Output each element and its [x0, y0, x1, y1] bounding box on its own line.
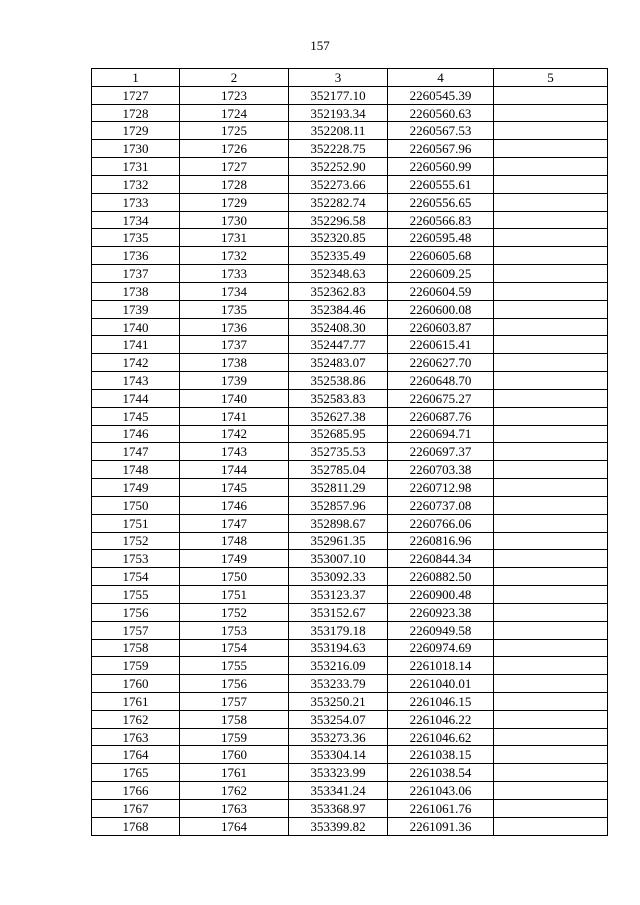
- table-cell-col-2: 1725: [180, 122, 289, 140]
- table-cell-col-2: 1746: [180, 496, 289, 514]
- table-cell-col-5: [494, 211, 608, 229]
- table-row: [92, 496, 608, 514]
- table-cell-col-4: 2261043.06: [388, 782, 494, 800]
- table-cell-col-4: 2260615.41: [388, 336, 494, 354]
- table-cell-col-5: [494, 657, 608, 675]
- table-row: [92, 550, 608, 568]
- table-cell-col-4: 2260900.48: [388, 586, 494, 604]
- table-cell-col-3: 353194.63: [289, 639, 388, 657]
- table-cell-col-1: 1762: [92, 710, 180, 728]
- table-row: [92, 532, 608, 550]
- table-cell-col-4: 2260556.65: [388, 193, 494, 211]
- table-cell-col-5: [494, 318, 608, 336]
- table-cell-col-5: [494, 265, 608, 283]
- table-cell-col-3: 353399.82: [289, 817, 388, 835]
- table-cell-col-3: 352320.85: [289, 229, 388, 247]
- table-cell-col-5: [494, 728, 608, 746]
- table-cell-col-5: [494, 193, 608, 211]
- table-cell-col-3: 353216.09: [289, 657, 388, 675]
- table-cell-col-2: 1757: [180, 692, 289, 710]
- table-cell-col-4: 2260567.53: [388, 122, 494, 140]
- table-cell-col-2: 1744: [180, 461, 289, 479]
- table-cell-col-2: 1727: [180, 158, 289, 176]
- table-row: [92, 211, 608, 229]
- table-cell-col-3: 352857.96: [289, 496, 388, 514]
- table-cell-col-1: 1756: [92, 603, 180, 621]
- table-cell-col-5: [494, 300, 608, 318]
- table-cell-col-3: 352627.38: [289, 407, 388, 425]
- table-row: [92, 568, 608, 586]
- table-cell-col-1: 1768: [92, 817, 180, 835]
- table-cell-col-2: 1736: [180, 318, 289, 336]
- table-cell-col-2: 1738: [180, 354, 289, 372]
- table-cell-col-4: 2260882.50: [388, 568, 494, 586]
- table-cell-col-3: 352193.34: [289, 104, 388, 122]
- table-cell-col-5: [494, 550, 608, 568]
- table-cell-col-1: 1727: [92, 86, 180, 104]
- table-cell-col-1: 1731: [92, 158, 180, 176]
- table-cell-col-1: 1736: [92, 247, 180, 265]
- table-cell-col-3: 352228.75: [289, 140, 388, 158]
- table-row: [92, 336, 608, 354]
- table-cell-col-5: [494, 496, 608, 514]
- table-row: [92, 514, 608, 532]
- table-cell-col-4: 2260737.08: [388, 496, 494, 514]
- table-cell-col-3: 352811.29: [289, 479, 388, 497]
- table-row: [92, 140, 608, 158]
- table-cell-col-4: 2260595.48: [388, 229, 494, 247]
- table-cell-col-2: 1728: [180, 175, 289, 193]
- table-cell-col-1: 1747: [92, 443, 180, 461]
- table-row: [92, 318, 608, 336]
- table-cell-col-5: [494, 639, 608, 657]
- table-cell-col-3: 353123.37: [289, 586, 388, 604]
- table-cell-col-2: 1756: [180, 675, 289, 693]
- table-header-row: [92, 69, 608, 87]
- table-row: [92, 300, 608, 318]
- table-cell-col-2: 1733: [180, 265, 289, 283]
- table-cell-col-1: 1759: [92, 657, 180, 675]
- column-header-3: 3: [289, 69, 388, 87]
- table-cell-col-4: 2260712.98: [388, 479, 494, 497]
- table-cell-col-2: 1735: [180, 300, 289, 318]
- table-cell-col-1: 1766: [92, 782, 180, 800]
- table-cell-col-1: 1751: [92, 514, 180, 532]
- table-cell-col-5: [494, 710, 608, 728]
- table-cell-col-3: 352296.58: [289, 211, 388, 229]
- table-cell-col-5: [494, 372, 608, 390]
- table-cell-col-2: 1753: [180, 621, 289, 639]
- table-cell-col-4: 2261046.22: [388, 710, 494, 728]
- table-cell-col-2: 1752: [180, 603, 289, 621]
- table-cell-col-1: 1733: [92, 193, 180, 211]
- table-cell-col-2: 1754: [180, 639, 289, 657]
- table-cell-col-5: [494, 86, 608, 104]
- table-cell-col-5: [494, 443, 608, 461]
- table-cell-col-2: 1748: [180, 532, 289, 550]
- table-cell-col-3: 353254.07: [289, 710, 388, 728]
- table-cell-col-5: [494, 461, 608, 479]
- table-row: [92, 586, 608, 604]
- table-row: [92, 799, 608, 817]
- table-cell-col-4: 2260609.25: [388, 265, 494, 283]
- table-cell-col-3: 353323.99: [289, 764, 388, 782]
- table-row: [92, 479, 608, 497]
- table-cell-col-4: 2261018.14: [388, 657, 494, 675]
- table-cell-col-4: 2260600.08: [388, 300, 494, 318]
- table-cell-col-3: 352273.66: [289, 175, 388, 193]
- table-cell-col-5: [494, 122, 608, 140]
- table-cell-col-1: 1732: [92, 175, 180, 193]
- table-cell-col-5: [494, 140, 608, 158]
- table-cell-col-2: 1751: [180, 586, 289, 604]
- table-row: [92, 657, 608, 675]
- table-cell-col-3: 353368.97: [289, 799, 388, 817]
- table-cell-col-4: 2260603.87: [388, 318, 494, 336]
- table-cell-col-1: 1754: [92, 568, 180, 586]
- table-cell-col-5: [494, 603, 608, 621]
- table-cell-col-3: 353233.79: [289, 675, 388, 693]
- column-header-1: 1: [92, 69, 180, 87]
- table-cell-col-5: [494, 746, 608, 764]
- table-row: [92, 443, 608, 461]
- table-row: [92, 372, 608, 390]
- table-cell-col-3: 353250.21: [289, 692, 388, 710]
- table-cell-col-2: 1762: [180, 782, 289, 800]
- table-cell-col-5: [494, 764, 608, 782]
- table-cell-col-1: 1729: [92, 122, 180, 140]
- page-number: 157: [310, 38, 330, 53]
- table-cell-col-2: 1758: [180, 710, 289, 728]
- table-cell-col-1: 1752: [92, 532, 180, 550]
- table-row: [92, 104, 608, 122]
- table-cell-col-3: 353092.33: [289, 568, 388, 586]
- table-cell-col-4: 2260567.96: [388, 140, 494, 158]
- table-cell-col-1: 1763: [92, 728, 180, 746]
- table-cell-col-1: 1753: [92, 550, 180, 568]
- table-cell-col-5: [494, 389, 608, 407]
- table-cell-col-5: [494, 532, 608, 550]
- table-cell-col-2: 1742: [180, 425, 289, 443]
- table-cell-col-5: [494, 568, 608, 586]
- table-cell-col-5: [494, 336, 608, 354]
- table-cell-col-5: [494, 817, 608, 835]
- table-row: [92, 122, 608, 140]
- table-cell-col-2: 1729: [180, 193, 289, 211]
- table-cell-col-2: 1741: [180, 407, 289, 425]
- table-cell-col-3: 352961.35: [289, 532, 388, 550]
- table-cell-col-1: 1760: [92, 675, 180, 693]
- table-cell-col-5: [494, 782, 608, 800]
- table-row: [92, 675, 608, 693]
- table-cell-col-4: 2261038.15: [388, 746, 494, 764]
- table-row: [92, 193, 608, 211]
- table-row: [92, 639, 608, 657]
- table-cell-col-4: 2260560.99: [388, 158, 494, 176]
- table-cell-col-2: 1747: [180, 514, 289, 532]
- table-cell-col-1: 1755: [92, 586, 180, 604]
- table-cell-col-3: 352583.83: [289, 389, 388, 407]
- table-cell-col-2: 1737: [180, 336, 289, 354]
- table-cell-col-1: 1734: [92, 211, 180, 229]
- table-cell-col-2: 1739: [180, 372, 289, 390]
- table-cell-col-2: 1750: [180, 568, 289, 586]
- table-cell-col-4: 2260923.38: [388, 603, 494, 621]
- table-cell-col-3: 352685.95: [289, 425, 388, 443]
- table-cell-col-1: 1743: [92, 372, 180, 390]
- table-cell-col-5: [494, 425, 608, 443]
- table-row: [92, 407, 608, 425]
- table-cell-col-4: 2261038.54: [388, 764, 494, 782]
- table-cell-col-4: 2260697.37: [388, 443, 494, 461]
- table-cell-col-4: 2260816.96: [388, 532, 494, 550]
- table-row: [92, 265, 608, 283]
- table-cell-col-2: 1764: [180, 817, 289, 835]
- table-row: [92, 425, 608, 443]
- table-cell-col-1: 1750: [92, 496, 180, 514]
- table-cell-col-1: 1757: [92, 621, 180, 639]
- table-cell-col-4: 2261040.01: [388, 675, 494, 693]
- table-cell-col-5: [494, 514, 608, 532]
- column-header-4: 4: [388, 69, 494, 87]
- table-cell-col-1: 1728: [92, 104, 180, 122]
- table-cell-col-4: 2260545.39: [388, 86, 494, 104]
- table-cell-col-4: 2260844.34: [388, 550, 494, 568]
- table-cell-col-3: 352362.83: [289, 282, 388, 300]
- table-cell-col-4: 2260949.58: [388, 621, 494, 639]
- table-cell-col-4: 2261061.76: [388, 799, 494, 817]
- table-cell-col-3: 352177.10: [289, 86, 388, 104]
- table-cell-col-3: 352785.04: [289, 461, 388, 479]
- table-row: [92, 389, 608, 407]
- table-row: [92, 247, 608, 265]
- table-cell-col-1: 1765: [92, 764, 180, 782]
- table-row: [92, 282, 608, 300]
- table-cell-col-1: 1745: [92, 407, 180, 425]
- table-cell-col-5: [494, 621, 608, 639]
- table-cell-col-2: 1726: [180, 140, 289, 158]
- table-cell-col-1: 1738: [92, 282, 180, 300]
- table-row: [92, 782, 608, 800]
- table-cell-col-4: 2260648.70: [388, 372, 494, 390]
- table-cell-col-5: [494, 158, 608, 176]
- coordinates-table: [91, 68, 608, 836]
- table-cell-col-2: 1749: [180, 550, 289, 568]
- table-cell-col-3: 352208.11: [289, 122, 388, 140]
- table-body: [92, 86, 608, 835]
- table-cell-col-4: 2260675.27: [388, 389, 494, 407]
- table-cell-col-3: 352384.46: [289, 300, 388, 318]
- table-row: [92, 158, 608, 176]
- table-cell-col-5: [494, 799, 608, 817]
- table-cell-col-2: 1731: [180, 229, 289, 247]
- table-row: [92, 229, 608, 247]
- table-cell-col-2: 1761: [180, 764, 289, 782]
- table-cell-col-1: 1749: [92, 479, 180, 497]
- table-cell-col-3: 353179.18: [289, 621, 388, 639]
- table-cell-col-4: 2260560.63: [388, 104, 494, 122]
- table-cell-col-1: 1767: [92, 799, 180, 817]
- table-cell-col-2: 1724: [180, 104, 289, 122]
- table-cell-col-3: 353341.24: [289, 782, 388, 800]
- table-cell-col-5: [494, 692, 608, 710]
- table-cell-col-4: 2261046.15: [388, 692, 494, 710]
- table-cell-col-4: 2260605.68: [388, 247, 494, 265]
- table-cell-col-5: [494, 229, 608, 247]
- table-cell-col-2: 1740: [180, 389, 289, 407]
- table-cell-col-1: 1739: [92, 300, 180, 318]
- table-cell-col-2: 1763: [180, 799, 289, 817]
- table-cell-col-4: 2260703.38: [388, 461, 494, 479]
- table-cell-col-1: 1748: [92, 461, 180, 479]
- table-row: [92, 817, 608, 835]
- table-cell-col-2: 1760: [180, 746, 289, 764]
- table-cell-col-1: 1764: [92, 746, 180, 764]
- table-cell-col-5: [494, 407, 608, 425]
- table-cell-col-4: 2261046.62: [388, 728, 494, 746]
- table-cell-col-5: [494, 586, 608, 604]
- table-cell-col-1: 1730: [92, 140, 180, 158]
- table-cell-col-3: 352447.77: [289, 336, 388, 354]
- table-cell-col-4: 2260555.61: [388, 175, 494, 193]
- table-cell-col-1: 1746: [92, 425, 180, 443]
- table-row: [92, 461, 608, 479]
- column-header-5: 5: [494, 69, 608, 87]
- table-cell-col-2: 1755: [180, 657, 289, 675]
- table-row: [92, 710, 608, 728]
- table-cell-col-2: 1732: [180, 247, 289, 265]
- table-row: [92, 728, 608, 746]
- table-cell-col-3: 352252.90: [289, 158, 388, 176]
- table-cell-col-5: [494, 354, 608, 372]
- table-cell-col-1: 1758: [92, 639, 180, 657]
- table-cell-col-5: [494, 247, 608, 265]
- table-cell-col-4: 2260766.06: [388, 514, 494, 532]
- table-row: [92, 621, 608, 639]
- table-cell-col-4: 2260604.59: [388, 282, 494, 300]
- table-cell-col-3: 352735.53: [289, 443, 388, 461]
- table-cell-col-1: 1735: [92, 229, 180, 247]
- table-cell-col-4: 2260566.83: [388, 211, 494, 229]
- table-cell-col-1: 1740: [92, 318, 180, 336]
- table-cell-col-1: 1761: [92, 692, 180, 710]
- table-cell-col-4: 2260694.71: [388, 425, 494, 443]
- table-cell-col-5: [494, 104, 608, 122]
- table-cell-col-3: 353273.36: [289, 728, 388, 746]
- table-cell-col-5: [494, 175, 608, 193]
- table-cell-col-3: 353304.14: [289, 746, 388, 764]
- table-cell-col-4: 2261091.36: [388, 817, 494, 835]
- table-cell-col-3: 352408.30: [289, 318, 388, 336]
- table-cell-col-1: 1737: [92, 265, 180, 283]
- column-header-2: 2: [180, 69, 289, 87]
- table-cell-col-1: 1744: [92, 389, 180, 407]
- table-cell-col-5: [494, 675, 608, 693]
- table-cell-col-2: 1723: [180, 86, 289, 104]
- table-cell-col-3: 353152.67: [289, 603, 388, 621]
- table-row: [92, 354, 608, 372]
- table-cell-col-3: 353007.10: [289, 550, 388, 568]
- table-cell-col-3: 352348.63: [289, 265, 388, 283]
- table-cell-col-3: 352538.86: [289, 372, 388, 390]
- table-cell-col-2: 1743: [180, 443, 289, 461]
- table-cell-col-2: 1745: [180, 479, 289, 497]
- table-cell-col-1: 1742: [92, 354, 180, 372]
- table-cell-col-2: 1730: [180, 211, 289, 229]
- table-cell-col-5: [494, 479, 608, 497]
- table-cell-col-3: 352282.74: [289, 193, 388, 211]
- table-cell-col-4: 2260974.69: [388, 639, 494, 657]
- table-row: [92, 603, 608, 621]
- table-row: [92, 764, 608, 782]
- table-cell-col-5: [494, 282, 608, 300]
- table-cell-col-3: 352898.67: [289, 514, 388, 532]
- table-row: [92, 86, 608, 104]
- table-row: [92, 746, 608, 764]
- table-row: [92, 175, 608, 193]
- table-cell-col-4: 2260627.70: [388, 354, 494, 372]
- table-cell-col-3: 352335.49: [289, 247, 388, 265]
- table-cell-col-1: 1741: [92, 336, 180, 354]
- table-cell-col-2: 1759: [180, 728, 289, 746]
- table-cell-col-3: 352483.07: [289, 354, 388, 372]
- table-cell-col-2: 1734: [180, 282, 289, 300]
- table-cell-col-4: 2260687.76: [388, 407, 494, 425]
- table-row: [92, 692, 608, 710]
